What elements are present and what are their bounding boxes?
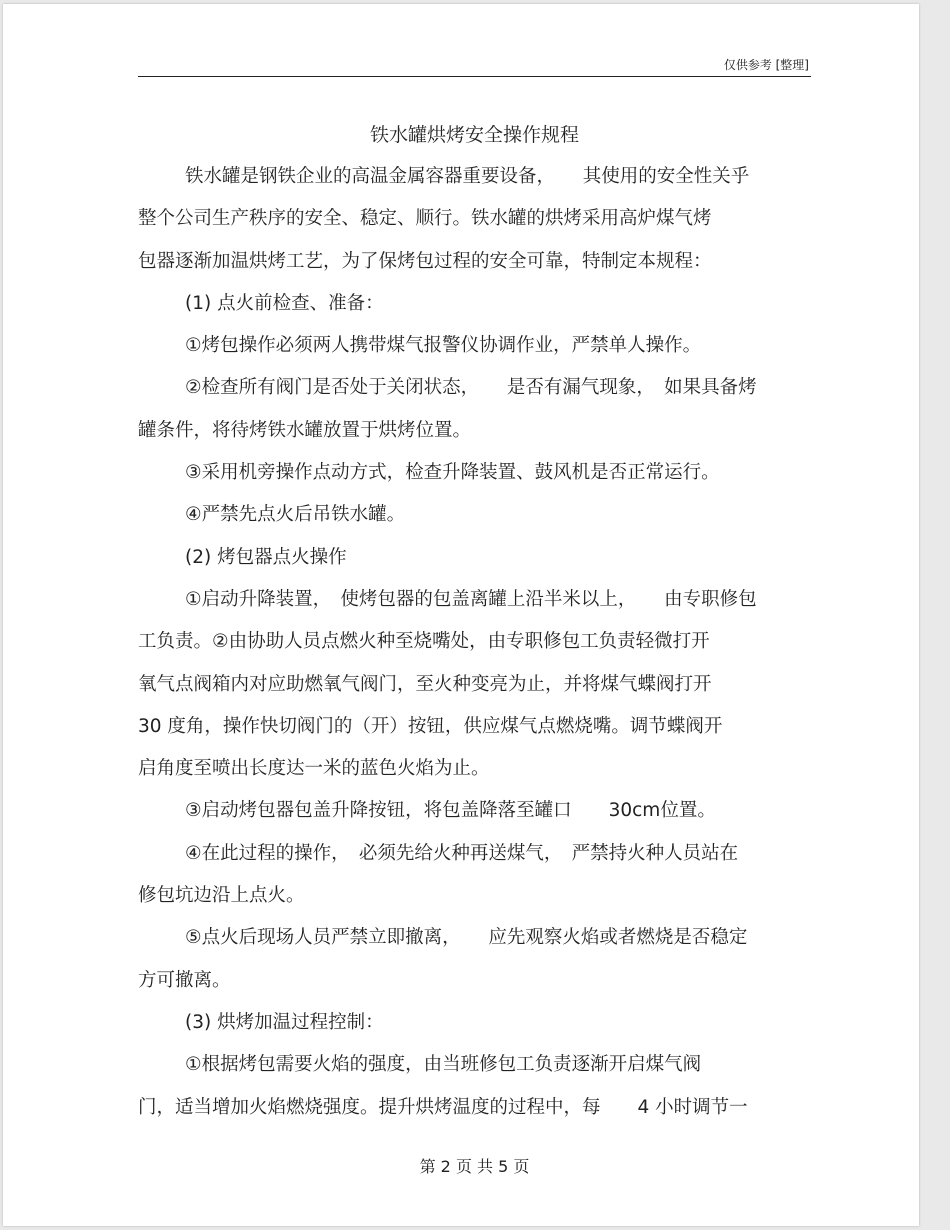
body-line: ①根据烤包需要火焰的强度，由当班修包工负责逐渐开启煤气阀 [185, 1054, 702, 1076]
body-line: ②检查所有阀门是否处于关闭状态， 是否有漏气现象， 如果具备烤 [185, 377, 757, 399]
body-line: 门，适当增加火焰燃烧强度。提升烘烤温度的过程中，每 4 小时调节一 [138, 1096, 748, 1118]
body-line: ④严禁先点火后吊铁水罐。 [185, 504, 406, 526]
body-line: 启角度至喷出长度达一米的蓝色火焰为止。 [138, 758, 490, 780]
body-line: ③启动烤包器包盖升降按钮，将包盖降落至罐口 30cm位置。 [185, 800, 716, 822]
body-line: 罐条件，将待烤铁水罐放置于烘烤位置。 [138, 419, 472, 441]
body-line: 铁水罐是钢铁企业的高温金属容器重要设备， 其使用的安全性关乎 [185, 166, 750, 187]
document-page [3, 4, 919, 1226]
body-line: ①启动升降装置， 使烤包器的包盖离罐上沿半米以上， 由专职修包 [185, 588, 757, 610]
body-line: ③采用机旁操作点动方式，检查升降装置、鼓风机是否正常运行。 [185, 462, 720, 484]
page-number: 第 2 页 共 5 页 [419, 1157, 530, 1176]
body-line: 方可撤离。 [138, 969, 231, 991]
body-line: 修包坑边沿上点火。 [138, 885, 305, 907]
body-line: 包器逐渐加温烘烤工艺，为了保烤包过程的安全可靠，特制定本规程： [138, 250, 712, 272]
body-line: ④在此过程的操作， 必须先给火种再送煤气， 严禁持火种人员站在 [185, 842, 739, 864]
body-line: (3) 烘烤加温过程控制： [185, 1011, 384, 1033]
body-line: (2) 烤包器点火操作 [185, 546, 347, 568]
body-line: ①烤包操作必须两人携带煤气报警仪协调作业，严禁单人操作。 [185, 335, 702, 357]
body-line: 整个公司生产秩序的安全、稳定、顺行。铁水罐的烘烤采用高炉煤气烤 [138, 208, 712, 230]
header-divider [138, 76, 811, 77]
body-line: ⑤点火后现场人员严禁立即撤离， 应先观察火焰或者燃烧是否稳定 [185, 927, 748, 949]
document-title: 铁水罐烘烤安全操作规程 [369, 124, 579, 146]
body-line: 工负责。②由协助人员点燃火种至烧嘴处，由专职修包工负责轻微打开 [138, 631, 710, 653]
body-line: (1) 点火前检查、准备： [185, 292, 384, 314]
body-line: 30 度角，操作快切阀门的（开）按钮，供应煤气点燃烧嘴。调节蝶阀开 [138, 715, 723, 737]
document-body [138, 156, 818, 1129]
header-note: 仅供参考 [整理] [723, 58, 809, 72]
body-line: 氧气点阀箱内对应助燃氧气阀门，至火种变亮为止，并将煤气蝶阀打开 [138, 673, 712, 695]
